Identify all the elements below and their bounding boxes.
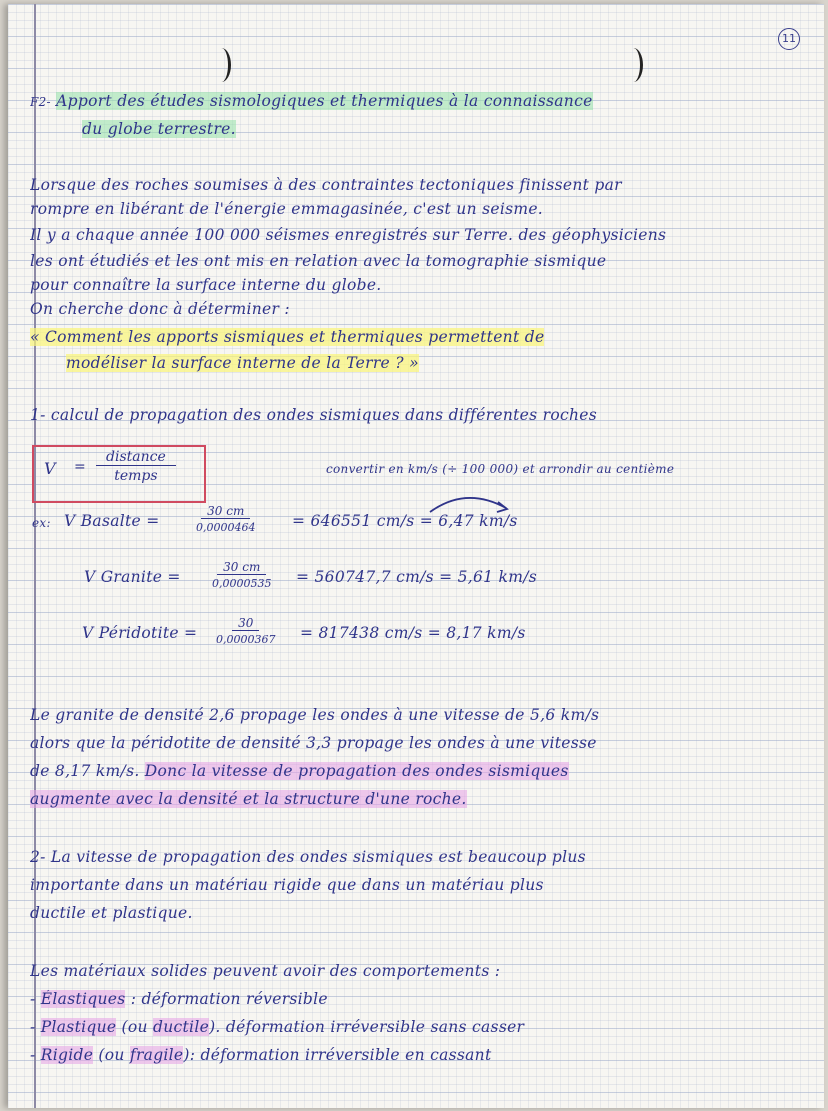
- formula-denominator: temps: [114, 468, 158, 484]
- calc-numerator: 30: [232, 616, 259, 631]
- page-number: 11: [778, 28, 800, 50]
- title-line-1: [30, 92, 810, 110]
- material-description: : déformation réversible: [130, 990, 328, 1008]
- calc-denominator: 0,0000367: [216, 633, 276, 646]
- calc-numerator: 30 cm: [201, 504, 250, 519]
- section2-line: ductile et plastique.: [30, 904, 193, 922]
- material-term: Rigide: [40, 1046, 94, 1064]
- conclusion-line: [30, 762, 810, 780]
- section2-line: 2- La vitesse de propagation des ondes sismiques est beaucoup plus: [30, 848, 586, 866]
- margin-line: [34, 4, 36, 1108]
- calc-denominator: 0,0000464: [196, 521, 256, 534]
- material-item: [30, 990, 810, 1008]
- calc-label-granite: V Granite =: [84, 568, 181, 586]
- binder-hole-left: [212, 48, 231, 82]
- calc-label-peridotite: V Péridotite =: [82, 624, 198, 642]
- conclusion-highlight: augmente avec la densité et la structure d'une roche.: [30, 790, 467, 808]
- calc-denominator: 0,0000535: [212, 577, 272, 590]
- title-text-2: du globe terrestre.: [82, 120, 236, 138]
- material-description: ). déformation irréversible sans casser: [209, 1018, 525, 1036]
- title-prefix: F2-: [30, 95, 51, 109]
- material-term: Élastiques: [40, 990, 126, 1008]
- formula-box: [32, 445, 206, 503]
- calc-result-granite: = 560747,7 cm/s = 5,61 km/s: [296, 568, 538, 586]
- materials-intro: Les matériaux solides peuvent avoir des comportements :: [30, 962, 501, 980]
- calc-result-peridotite: = 817438 cm/s = 8,17 km/s: [300, 624, 526, 642]
- bullet: -: [30, 1046, 36, 1064]
- formula-numerator: distance: [96, 449, 176, 466]
- calc-label-basalte: V Basalte =: [64, 512, 160, 530]
- intro-line: rompre en libérant de l'énergie emmagasinée, c'est un seisme.: [30, 200, 544, 218]
- material-term: Plastique: [40, 1018, 117, 1036]
- material-term: fragile: [129, 1046, 184, 1064]
- material-term: ductile: [153, 1018, 210, 1036]
- calc-fraction-peridotite: [216, 616, 276, 646]
- material-paren: (ou: [116, 1018, 154, 1036]
- example-label: ex:: [32, 516, 51, 530]
- binder-hole-right: [624, 48, 643, 82]
- calc-result-basalte: = 646551 cm/s = 6,47 km/s: [292, 512, 518, 530]
- material-item: [30, 1046, 810, 1064]
- formula-eq: =: [74, 459, 86, 475]
- section2-line: importante dans un matériau rigide que dans un matériau plus: [30, 876, 544, 894]
- conclusion-text: de 8,17 km/s.: [30, 762, 140, 780]
- question-text: « Comment les apports sismiques et thermiques permettent de: [30, 328, 545, 346]
- material-description: ): déformation irréversible en cassant: [183, 1046, 492, 1064]
- conclusion-line: Le granite de densité 2,6 propage les ondes à une vitesse de 5,6 km/s: [30, 706, 600, 724]
- calc-fraction-basalte: [196, 504, 256, 534]
- conclusion-line: alors que la péridotite de densité 3,3 propage les ondes à une vitesse: [30, 734, 597, 752]
- intro-line: On cherche donc à déterminer :: [30, 300, 290, 318]
- intro-line: Lorsque des roches soumises à des contraintes tectoniques finissent par: [30, 176, 622, 194]
- notebook-page: [8, 4, 824, 1108]
- convert-note: convertir en km/s (÷ 100 000) et arrondir au centième: [326, 462, 675, 476]
- question-line: [30, 328, 810, 346]
- calc-numerator: 30 cm: [217, 560, 266, 575]
- conclusion-highlight: Donc la vitesse de propagation des ondes sismiques: [144, 762, 569, 780]
- calc-fraction-granite: [212, 560, 272, 590]
- bullet: -: [30, 1018, 36, 1036]
- formula-fraction: [96, 449, 176, 484]
- material-paren: (ou: [93, 1046, 130, 1064]
- section1-heading: 1- calcul de propagation des ondes sismiques dans différentes roches: [30, 406, 597, 424]
- intro-line: pour connaître la surface interne du globe.: [30, 276, 382, 294]
- bullet: -: [30, 990, 36, 1008]
- material-item: [30, 1018, 810, 1036]
- question-text: modéliser la surface interne de la Terre ? »: [66, 354, 419, 372]
- intro-line: Il y a chaque année 100 000 séismes enregistrés sur Terre. des géophysiciens: [30, 226, 667, 244]
- intro-line: les ont étudiés et les ont mis en relation avec la tomographie sismique: [30, 252, 607, 270]
- conclusion-line: [30, 790, 810, 808]
- question-line: [66, 354, 810, 372]
- formula-v: V: [44, 459, 56, 478]
- title-line-2: [82, 120, 810, 138]
- title-text-1: Apport des études sismologiques et thermiques à la connaissance: [56, 92, 593, 110]
